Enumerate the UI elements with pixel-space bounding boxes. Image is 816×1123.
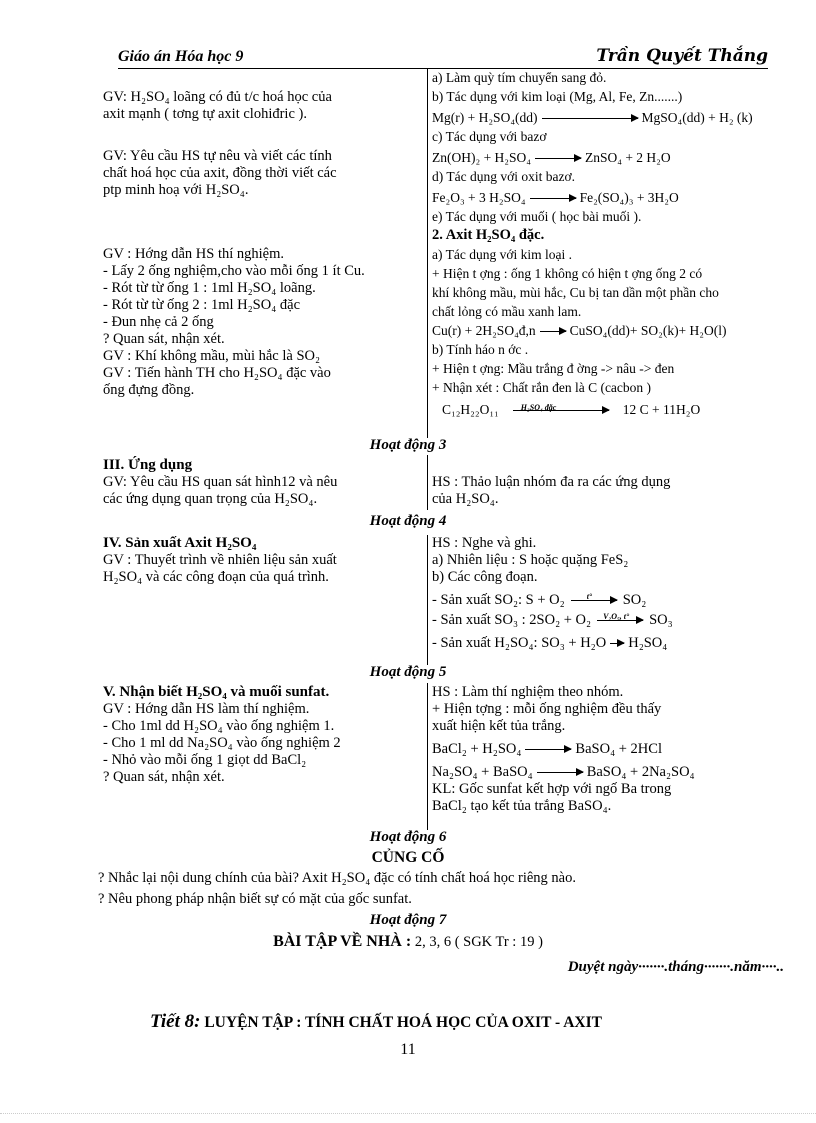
- reaction-arrow: [540, 331, 566, 332]
- activity-heading-6: Hoạt động 6: [369, 829, 447, 845]
- right-properties-block: a) Làm quỳ tím chuyển sang đỏ. b) Tác dụng với kim loại (Mg, Al, Fe, Zn.......) Mg(r) + H₂SO₄(dd) MgSO₄(dd) + H₂ (k) c) Tác dụng với bazơ Zn(OH)₂ + H₂SO₄ ZnSO₄ + 2 H₂O d) Tác dụng với oxit bazơ. Fe₂O₃ + 3 H₂SO₄ Fe₂(SO₄)₃ + 3H₂O e) Tác dụng với muối ( học bài muối ). 2. Axit H₂SO₄ đặc. a) Tác dụng với kim loại . + Hiện t ợng : ống 1 không có hiện t ợng ống 2 có khí không mầu, mùi hắc, Cu bị tan dần một phần cho chất lỏng có mầu xanh lam. Cu(r) + 2H₂SO₄đ,n CuSO₄(dd)+ SO₂(k)+ H₂O(l) b) Tính háo n ớc . + Hiện t ợng: Mầu trắng đ ờng -> nâu -> đen + Nhận xét : Chất rắn đen là C (cacbon ) C₁₂H₂₂O₁₁ H₂SO₄ đặc 12 C + 11H₂O: [432, 68, 782, 419]
- homework-line: [0, 933, 816, 951]
- column-divider: [427, 68, 428, 438]
- left-teacher-note-3: GV : Hớng dẫn HS thí nghiệm. - Lấy 2 ống nghiệm,cho vào mỗi ống 1 ít Cu. - Rót từ từ ống 1 : 1ml H₂SO₄ loãng. - Rót từ từ ống 2 : 1ml H₂SO₄ đặc - Đun nhẹ cả 2 ống ? Quan sát, nhận xét. GV : Khí không mầu, mùi hắc là SO₂ GV : Tiến hành TH cho H₂SO₄ đặc vào ống đựng đồng.: [103, 246, 365, 398]
- section-identification-left: V. Nhận biết H₂SO₄ và muối sunfat. GV : Hớng dẫn HS làm thí nghiệm. - Cho 1ml dd H₂SO₄ vào ống nghiệm 1. - Cho 1 ml dd Na₂SO₄ vào ống nghiệm 2 - Nhỏ vào mỗi ống 1 giọt dd BaCl₂ ? Quan sát, nhận xét.: [103, 684, 421, 786]
- reaction-arrow: [530, 198, 576, 199]
- section-title-identification: V. Nhận biết H₂SO₄ và muối sunfat.: [103, 684, 330, 700]
- equation-zn: Zn(OH)₂ + H₂SO₄ ZnSO₄ + 2 H₂O: [432, 150, 671, 165]
- activity-heading-4: Hoạt động 4: [369, 513, 447, 529]
- equation-so2: - Sản xuất SO₂: S + O₂ t° SO₂: [432, 592, 647, 608]
- section-production-left: IV. Sản xuất Axit H₂SO₄ GV : Thuyết trình về nhiên liệu sản xuất H₂SO₄ và các công đoạn của quá trình.: [103, 535, 421, 586]
- equation-na2so4: Na₂SO₄ + BaSO₄ BaSO₄ + 2Na₂SO₄: [432, 764, 695, 780]
- section-applications-right: HS : Thảo luận nhóm đa ra các ứng dụng của H₂SO₄.: [432, 474, 671, 507]
- lesson-title: LUYỆN TẬP : TÍNH CHẤT HOÁ HỌC CỦA OXIT - AXIT: [200, 1014, 602, 1031]
- reaction-arrow: t°: [571, 600, 617, 601]
- left-teacher-note-1: GV: H₂SO₄ loãng có đủ t/c hoá học của axit mạnh ( tơng tự axit clohiđric ).: [103, 89, 332, 122]
- reaction-arrow: V₂O₅, t°: [597, 620, 643, 621]
- equation-fe2o3: Fe₂O₃ + 3 H₂SO₄ Fe₂(SO₄)₃ + 3H₂O: [432, 190, 679, 205]
- lesson-number: Tiết 8:: [150, 1011, 201, 1032]
- section-production-right: HS : Nghe và ghi. a) Nhiên liệu : S hoặc quặng FeS₂ b) Các công đoạn. - Sản xuất SO₂: S + O₂ t° SO₂ - Sản xuất SO₃ : 2SO₂ + O₂ V₂O₅, t° SO₃ - Sản xuất H₂SO₄: SO₃ + H₂O H₂SO₄: [432, 535, 782, 652]
- reaction-arrow: [525, 749, 571, 750]
- reaction-arrow: [535, 158, 581, 159]
- homework-value: 2, 3, 6 ( SGK Tr : 19 ): [411, 934, 543, 950]
- review-questions: ? Nhắc lại nội dung chính của bài? Axit H₂SO₄ đặc có tính chất hoá học riêng nào. ? Nêu phong pháp nhận biết sự có mặt của gốc sunfat.: [98, 870, 576, 907]
- homework-label: BÀI TẬP VỀ NHÀ :: [273, 933, 412, 950]
- page-number: 11: [400, 1041, 416, 1058]
- section-title-applications: III. Ứng dụng: [103, 457, 193, 473]
- reaction-arrow: H₂SO₄ đặc: [513, 410, 609, 411]
- equation-h2so4: - Sản xuất H₂SO₄: SO₃ + H₂O H₂SO₄: [432, 635, 668, 651]
- footer-dotted-line: [0, 1113, 816, 1114]
- activity-heading-7: Hoạt động 7: [369, 912, 447, 928]
- reaction-arrow: [610, 643, 624, 644]
- equation-so3: - Sản xuất SO₃ : 2SO₂ + O₂ V₂O₅, t° SO₃: [432, 612, 673, 628]
- reaction-arrow: [542, 118, 638, 119]
- equation-bacl2: BaCl₂ + H₂SO₄ BaSO₄ + 2HCl: [432, 741, 662, 757]
- reaction-arrow: [537, 772, 583, 773]
- left-teacher-note-2: GV: Yêu cầu HS tự nêu và viết các tính chất hoá học của axit, đồng thời viết các ptp minh hoạ với H₂SO₄.: [103, 148, 337, 198]
- activity-heading-3: Hoạt động 3: [369, 437, 447, 453]
- header-author: Trần Quyết Thắng: [596, 46, 768, 66]
- consolidation-title: CỦNG CỐ: [371, 849, 445, 866]
- approval-date-line: Duyệt ngày·······.tháng·······.năm····..: [567, 959, 784, 975]
- activity-heading-5: Hoạt động 5: [369, 664, 447, 680]
- header-subject: Giáo án Hóa học 9: [118, 48, 244, 65]
- next-lesson-title: [150, 1011, 602, 1033]
- column-divider: [427, 455, 428, 510]
- subheading-concentrated-acid: 2. Axit H₂SO₄ đặc.: [432, 227, 545, 243]
- section-identification-right: HS : Làm thí nghiệm theo nhóm. + Hiện tợng : mỗi ống nghiệm đều thấy xuất hiện kết tủa trắng. BaCl₂ + H₂SO₄ BaSO₄ + 2HCl Na₂SO₄ + BaSO₄ BaSO₄ + 2Na₂SO₄ KL: Gốc sunfat kết hợp với ngố Ba trong BaCl₂ tạo kết tủa trắng BaSO₄.: [432, 684, 782, 815]
- page-header: [118, 48, 768, 69]
- section-title-production: IV. Sản xuất Axit H₂SO₄: [103, 535, 257, 551]
- equation-mg: Mg(r) + H₂SO₄(dd) MgSO₄(dd) + H₂ (k): [432, 110, 753, 125]
- column-divider: [427, 535, 428, 665]
- column-divider: [427, 683, 428, 830]
- equation-cu: Cu(r) + 2H₂SO₄đ,n CuSO₄(dd)+ SO₂(k)+ H₂O(l): [432, 323, 727, 338]
- equation-sugar: C₁₂H₂₂O₁₁ H₂SO₄ đặc 12 C + 11H₂O: [442, 402, 701, 417]
- section-applications-left: III. Ứng dụng GV: Yêu cầu HS quan sát hình12 và nêu các ứng dụng quan trọng của H₂SO₄.: [103, 457, 421, 508]
